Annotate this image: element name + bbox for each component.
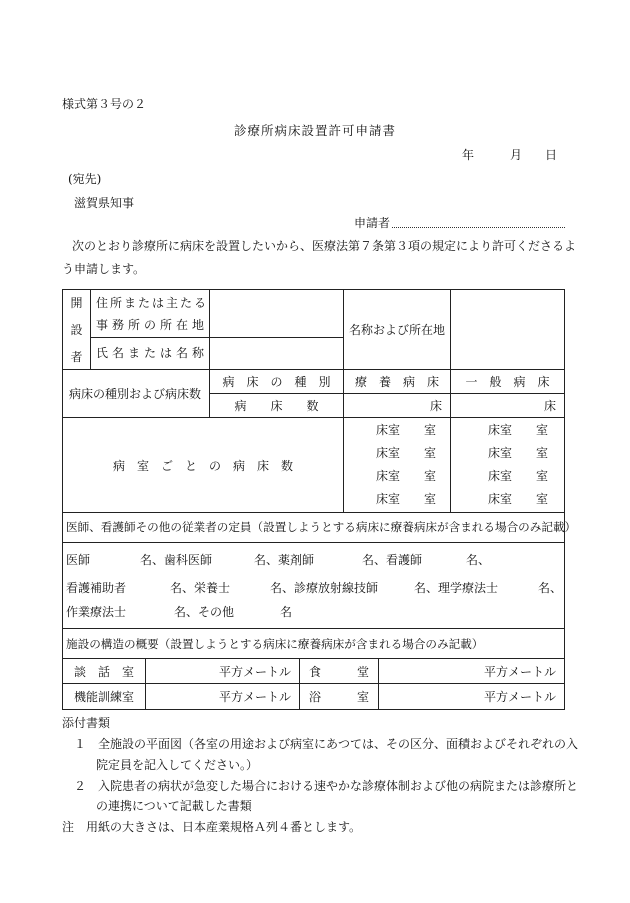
room-rehab-label: 機能訓練室 — [73, 690, 134, 704]
room-dining-label: 食 堂 — [308, 664, 369, 679]
ryoyo-bed-count[interactable]: 床 — [429, 399, 442, 413]
founder-char-1: 開 — [70, 296, 83, 310]
bath-area-input[interactable]: 平方メートル — [483, 690, 556, 704]
addressee-label: (宛先) — [68, 172, 102, 186]
attachment-2-line-2: の連携について記載した書類 — [96, 799, 252, 813]
applicant-signature-line[interactable] — [392, 227, 565, 228]
staff-line1-end: 名、 — [466, 553, 491, 567]
date-year: 年 — [462, 148, 475, 162]
date-month: 月 — [510, 148, 523, 162]
bed-section-label: 病床の種別および病床数 — [69, 387, 202, 401]
ryoyo-room-row[interactable]: 床室 室 — [376, 492, 437, 506]
paper-size-note: 注 用紙の大きさは、日本産業規格Ａ列４番とします。 — [62, 820, 362, 834]
staff-other-label: 名、その他 — [174, 605, 235, 619]
staff-doctor-label: 医師 — [66, 553, 91, 567]
addressee: 滋賀県知事 — [74, 196, 135, 210]
ippan-room-row[interactable]: 床室 室 — [488, 423, 549, 437]
staff-dietitian-label: 名、栄養士 — [170, 581, 231, 595]
staff-line3-end: 名 — [280, 605, 293, 619]
room-section-label: 病 室 ご と の 病 床 数 — [112, 458, 293, 473]
address-input-cell[interactable] — [210, 290, 343, 337]
lounge-area-input[interactable]: 平方メートル — [218, 664, 291, 679]
ryoyo-room-row[interactable]: 床室 室 — [376, 423, 437, 437]
ippan-bed-label: 一 般 病 床 — [465, 375, 550, 389]
attachment-1-line-1: １ 全施設の平面図（各室の用途および病室にあつては、その区分、面積およびそれぞれの入 — [74, 737, 579, 751]
staff-header: 医師、看護師その他の従業者の定員（設置しようとする病床に療養病床が含まれる場合のみ記載） — [66, 520, 577, 534]
rehab-area-input[interactable]: 平方メートル — [218, 690, 291, 704]
staff-physio-label: 名、理学療法士 — [414, 581, 499, 595]
intro-line-1: 次のとおり診療所に病床を設置したいから、医療法第７条第３項の規定により許可くださるよ — [72, 239, 577, 253]
staff-radiologist-label: 名、診療放射線技師 — [270, 581, 379, 595]
address-label-2: 事務所の所在地 — [96, 318, 209, 332]
address-label-1: 住所または主たる — [96, 296, 209, 310]
staff-nursing-assistant-label: 看護補助者 — [66, 581, 127, 595]
ryoyo-room-row[interactable]: 床室 室 — [376, 446, 437, 460]
founder-char-2: 設 — [70, 322, 83, 337]
ippan-room-row[interactable]: 床室 室 — [488, 469, 549, 483]
ryoyo-bed-label: 療 養 病 床 — [354, 375, 439, 389]
date-day: 日 — [545, 148, 558, 162]
ippan-room-row[interactable]: 床室 室 — [488, 492, 549, 506]
intro-line-2: う申請します。 — [62, 262, 146, 276]
document-title: 診療所病床設置許可申請書 — [234, 123, 397, 138]
applicant-label: 申請者 — [354, 216, 391, 230]
staff-pharmacist-label: 名、薬剤師 — [254, 553, 315, 567]
form-number: 様式第３号の２ — [62, 97, 147, 111]
bed-count-label: 病 床 数 — [234, 399, 319, 413]
founder-char-3: 者 — [70, 349, 83, 364]
room-bath-label: 浴 室 — [308, 690, 369, 704]
name-input-cell[interactable] — [210, 338, 343, 369]
attachment-1-line-2: 院定員を記入してください。） — [96, 758, 259, 772]
room-lounge-label: 談 話 室 — [73, 664, 134, 679]
bed-type-label: 病 床 の 種 別 — [222, 375, 331, 389]
ippan-room-row[interactable]: 床室 室 — [488, 446, 549, 460]
ryoyo-room-row[interactable]: 床室 室 — [376, 469, 437, 483]
staff-line2-end: 名、 — [538, 581, 563, 595]
ippan-bed-count[interactable]: 床 — [543, 399, 556, 413]
staff-occupational-label: 作業療法士 — [66, 605, 127, 619]
attachments-label: 添付書類 — [62, 716, 111, 730]
dining-area-input[interactable]: 平方メートル — [483, 664, 556, 679]
attachment-2-line-1: ２ 入院患者の病状が急変した場合における速やかな診療体制および他の病院または診療所と — [74, 779, 579, 793]
facility-name-input-cell[interactable] — [451, 290, 564, 369]
staff-dentist-label: 名、歯科医師 — [140, 553, 213, 567]
name-label: 氏名または名称 — [96, 346, 209, 360]
structure-header: 施設の構造の概要（設置しようとする病床に療養病床が含まれる場合のみ記載） — [66, 637, 484, 651]
facility-name-label: 名称および所在地 — [348, 323, 445, 337]
staff-nurse-label: 名、看護師 — [362, 553, 423, 567]
